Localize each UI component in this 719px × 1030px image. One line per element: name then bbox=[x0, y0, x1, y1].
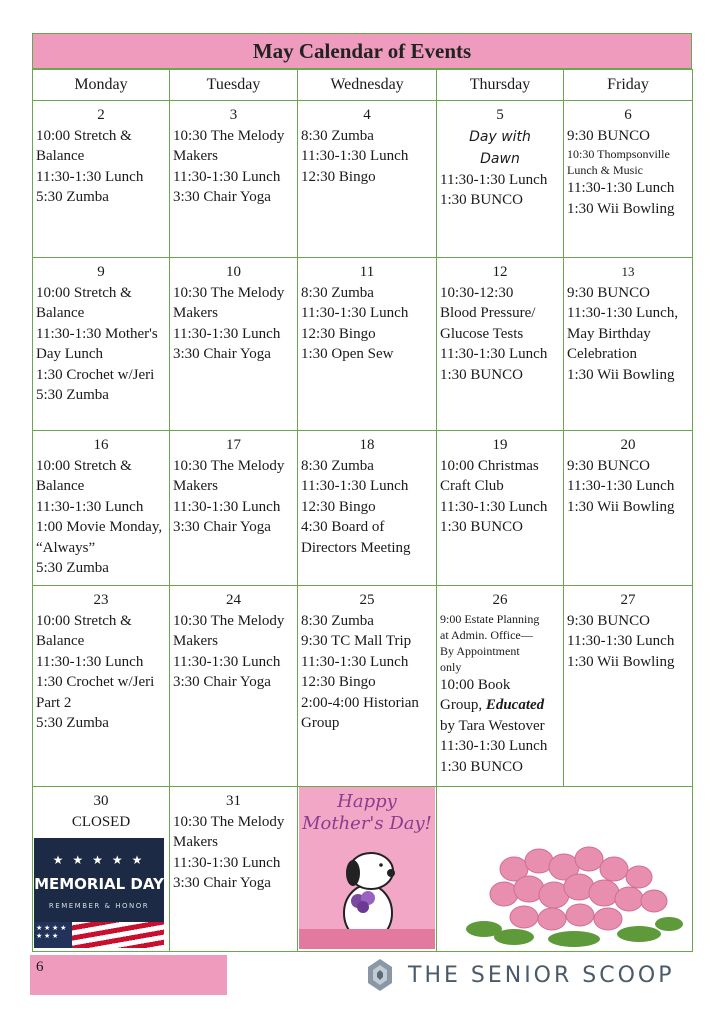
day-number: 30 bbox=[93, 793, 109, 809]
day-number: 12 bbox=[492, 264, 508, 280]
event: 11:30-1:30 Lunch bbox=[36, 653, 144, 670]
mothers-day-line: Mother's Day! bbox=[302, 813, 432, 834]
event: Balance bbox=[36, 478, 85, 494]
event: Part 2 bbox=[36, 694, 72, 711]
brand-logo-icon bbox=[362, 957, 398, 993]
event: “Always” bbox=[36, 539, 96, 556]
calendar-table bbox=[32, 69, 693, 952]
event: Directors Meeting bbox=[301, 539, 411, 556]
event: 11:30-1:30 Lunch bbox=[173, 325, 281, 342]
event: at Admin. Office— bbox=[440, 627, 533, 642]
event: 1:30 Wii Bowling bbox=[567, 498, 675, 515]
event: 3:30 Chair Yoga bbox=[173, 519, 271, 535]
day-cell bbox=[170, 101, 298, 258]
week-row bbox=[33, 586, 693, 787]
day-number: 18 bbox=[359, 437, 375, 453]
day-number: 11 bbox=[359, 264, 375, 280]
event: 10:30 The Melody bbox=[173, 813, 285, 830]
event: 8:30 Zumba bbox=[301, 457, 374, 474]
roses-image bbox=[439, 789, 690, 949]
event: 11:30-1:30 Lunch bbox=[567, 478, 675, 494]
day-cell bbox=[33, 787, 170, 952]
event: 3:30 Chair Yoga bbox=[173, 674, 271, 690]
event: 11:30-1:30 Lunch bbox=[173, 854, 281, 871]
event: 12:30 Bingo bbox=[301, 498, 376, 515]
event: 2:00-4:00 Historian bbox=[301, 694, 419, 711]
roses-icon bbox=[444, 789, 693, 949]
event: 3:30 Chair Yoga bbox=[173, 875, 271, 891]
day-cell bbox=[564, 586, 693, 787]
day-number: 23 bbox=[93, 592, 109, 608]
event: 1:30 Wii Bowling bbox=[567, 366, 675, 383]
event: Balance bbox=[36, 148, 85, 164]
day-cell bbox=[564, 258, 693, 431]
event: Balance bbox=[36, 633, 85, 649]
event: 10:00 Stretch & bbox=[36, 127, 132, 144]
event: Lunch & Music bbox=[567, 163, 643, 177]
event: 8:30 Zumba bbox=[301, 127, 374, 144]
roses-cell bbox=[437, 787, 693, 952]
event: 8:30 Zumba bbox=[301, 612, 374, 629]
event: 10:30 Thompsonville bbox=[567, 147, 670, 161]
event: Makers bbox=[173, 148, 218, 164]
day-cell bbox=[437, 586, 564, 787]
event: Craft Club bbox=[440, 478, 504, 494]
closed-label: CLOSED bbox=[71, 813, 131, 830]
memorial-title: MEMORIAL DAY bbox=[34, 875, 164, 893]
day-cell bbox=[33, 101, 170, 258]
event: Balance bbox=[36, 305, 85, 321]
day-number: 13 bbox=[621, 264, 635, 279]
event: only bbox=[440, 659, 462, 674]
day-number: 16 bbox=[93, 437, 109, 453]
event-text: Group, bbox=[440, 697, 486, 713]
event: 11:30-1:30 Lunch bbox=[173, 168, 281, 185]
week-row bbox=[33, 258, 693, 431]
event: 9:30 TC Mall Trip bbox=[301, 633, 412, 649]
week-row bbox=[33, 431, 693, 586]
flag-icon bbox=[34, 922, 164, 948]
week-row bbox=[33, 101, 693, 258]
day-number: 3 bbox=[229, 107, 238, 123]
day-number: 10 bbox=[226, 264, 241, 280]
weekday-header: Wednesday bbox=[298, 70, 437, 101]
event: 11:30-1:30 Lunch bbox=[301, 653, 409, 670]
week-row bbox=[33, 787, 693, 952]
day-cell bbox=[298, 101, 437, 258]
event: 10:30 The Melody bbox=[173, 612, 285, 629]
day-number: 5 bbox=[496, 107, 504, 123]
brand-name: THE SENIOR SCOOP bbox=[408, 962, 675, 988]
event: 11:30-1:30 Lunch, bbox=[567, 305, 679, 321]
day-number: 31 bbox=[226, 793, 241, 809]
day-cell bbox=[170, 431, 298, 586]
event: 11:30-1:30 Lunch bbox=[173, 498, 281, 515]
day-cell bbox=[298, 586, 437, 787]
event: 11:30-1:30 Lunch bbox=[567, 633, 675, 649]
event: 10:00 Book bbox=[440, 676, 511, 693]
day-cell bbox=[437, 431, 564, 586]
weekday-header: Thursday bbox=[437, 70, 564, 101]
event: 5:30 Zumba bbox=[36, 387, 109, 403]
event: 10:30-12:30 bbox=[440, 284, 514, 301]
event: 1:00 Movie Monday, bbox=[36, 519, 163, 535]
event: By Appointment bbox=[440, 643, 520, 658]
memorial-subtitle: REMEMBER & HONOR bbox=[48, 902, 150, 910]
event: 10:00 Stretch & bbox=[36, 612, 132, 629]
event: 11:30-1:30 Lunch bbox=[301, 148, 409, 164]
event: 10:00 Stretch & bbox=[36, 284, 132, 301]
event: 9:30 BUNCO bbox=[567, 612, 650, 629]
event: 11:30-1:30 Lunch bbox=[567, 180, 675, 196]
event: 10:30 The Melody bbox=[173, 284, 285, 301]
snoopy-icon bbox=[323, 843, 413, 943]
event: 11:30-1:30 Lunch bbox=[173, 653, 281, 670]
event: 1:30 BUNCO bbox=[440, 366, 523, 383]
day-number: 2 bbox=[97, 107, 105, 123]
event: Group bbox=[301, 715, 340, 731]
event: 1:30 Open Sew bbox=[301, 346, 394, 362]
event: Makers bbox=[173, 633, 218, 649]
event: 11:30-1:30 Lunch bbox=[440, 498, 548, 515]
day-cell bbox=[564, 101, 693, 258]
event: 1:30 BUNCO bbox=[440, 758, 523, 775]
page-number: 6 bbox=[30, 955, 227, 995]
event: 9:30 BUNCO bbox=[567, 127, 650, 144]
day-number: 20 bbox=[620, 437, 636, 453]
event: 11:30-1:30 Mother's bbox=[36, 325, 158, 342]
event: 10:30 The Melody bbox=[173, 127, 285, 144]
page-title: May Calendar of Events bbox=[32, 33, 692, 69]
mothers-day-line: Happy bbox=[337, 791, 397, 812]
event: Day Lunch bbox=[36, 346, 104, 362]
event: Makers bbox=[173, 305, 218, 321]
weekday-header: Friday bbox=[564, 70, 693, 101]
event: May Birthday bbox=[567, 325, 651, 342]
brand-footer bbox=[362, 955, 692, 995]
event: Makers bbox=[173, 834, 218, 850]
script-event: Dawn bbox=[480, 150, 520, 167]
event: 4:30 Board of bbox=[301, 519, 385, 535]
weekday-header-row bbox=[33, 70, 693, 101]
event: 11:30-1:30 Lunch bbox=[36, 168, 144, 185]
event: 1:30 Crochet w/Jeri bbox=[36, 674, 155, 690]
event: 12:30 Bingo bbox=[301, 325, 376, 342]
day-cell bbox=[33, 258, 170, 431]
event: 10:30 The Melody bbox=[173, 457, 285, 474]
day-cell bbox=[298, 431, 437, 586]
day-number: 17 bbox=[226, 437, 241, 453]
day-number: 4 bbox=[363, 107, 371, 123]
day-number: 26 bbox=[492, 592, 508, 608]
event: 8:30 Zumba bbox=[301, 284, 374, 301]
day-cell bbox=[33, 431, 170, 586]
event: 12:30 Bingo bbox=[301, 674, 376, 690]
event: 1:30 BUNCO bbox=[440, 519, 523, 535]
day-cell bbox=[298, 787, 437, 952]
event: 11:30-1:30 Lunch bbox=[440, 738, 548, 754]
day-number: 6 bbox=[624, 107, 632, 123]
day-cell bbox=[564, 431, 693, 586]
event: 9:30 BUNCO bbox=[567, 457, 650, 474]
event: 11:30-1:30 Lunch bbox=[301, 305, 409, 321]
day-cell bbox=[170, 586, 298, 787]
event: 3:30 Chair Yoga bbox=[173, 346, 271, 362]
event: 11:30-1:30 Lunch bbox=[301, 478, 409, 494]
event: Celebration bbox=[567, 346, 637, 362]
day-number: 25 bbox=[359, 592, 375, 608]
weekday-header: Monday bbox=[33, 70, 170, 101]
event bbox=[440, 695, 560, 716]
event: 1:30 BUNCO bbox=[440, 192, 523, 208]
event: 5:30 Zumba bbox=[36, 715, 109, 731]
event: by Tara Westover bbox=[440, 717, 545, 734]
day-number: 27 bbox=[620, 592, 636, 608]
event: 1:30 Crochet w/Jeri bbox=[36, 366, 155, 383]
event: 9:00 Estate Planning bbox=[440, 611, 540, 626]
day-cell bbox=[33, 586, 170, 787]
event: 10:00 Christmas bbox=[440, 457, 539, 474]
day-number: 24 bbox=[226, 592, 241, 608]
event: 5:30 Zumba bbox=[36, 189, 109, 205]
event: Blood Pressure/ bbox=[440, 305, 536, 321]
day-cell bbox=[437, 101, 564, 258]
event: Makers bbox=[173, 478, 218, 494]
event: 9:30 BUNCO bbox=[567, 284, 650, 301]
day-cell bbox=[170, 787, 298, 952]
event: 12:30 Bingo bbox=[301, 168, 376, 185]
event: Glucose Tests bbox=[440, 325, 524, 342]
day-cell bbox=[437, 258, 564, 431]
event: 1:30 Wii Bowling bbox=[567, 200, 675, 217]
day-number: 19 bbox=[492, 437, 508, 453]
event: 11:30-1:30 Lunch bbox=[36, 498, 144, 515]
event: 5:30 Zumba bbox=[36, 560, 109, 576]
script-event: Day with bbox=[469, 128, 531, 145]
event: 11:30-1:30 Lunch bbox=[440, 346, 548, 362]
book-title: Educated bbox=[485, 697, 545, 713]
day-cell bbox=[298, 258, 437, 431]
memorial-day-image bbox=[34, 838, 164, 948]
day-number: 9 bbox=[97, 264, 105, 280]
mothers-day-image bbox=[299, 787, 435, 949]
image-band bbox=[299, 929, 435, 949]
flag-canton: ★ ★ ★ ★ ★ ★ ★ bbox=[34, 922, 72, 948]
event: 3:30 Chair Yoga bbox=[173, 189, 271, 205]
star-icons: ★ ★ ★ ★ ★ bbox=[52, 853, 146, 867]
weekday-header: Tuesday bbox=[170, 70, 298, 101]
event: 11:30-1:30 Lunch bbox=[440, 171, 548, 188]
event: 10:00 Stretch & bbox=[36, 457, 132, 474]
event: 1:30 Wii Bowling bbox=[567, 653, 675, 670]
day-cell bbox=[170, 258, 298, 431]
